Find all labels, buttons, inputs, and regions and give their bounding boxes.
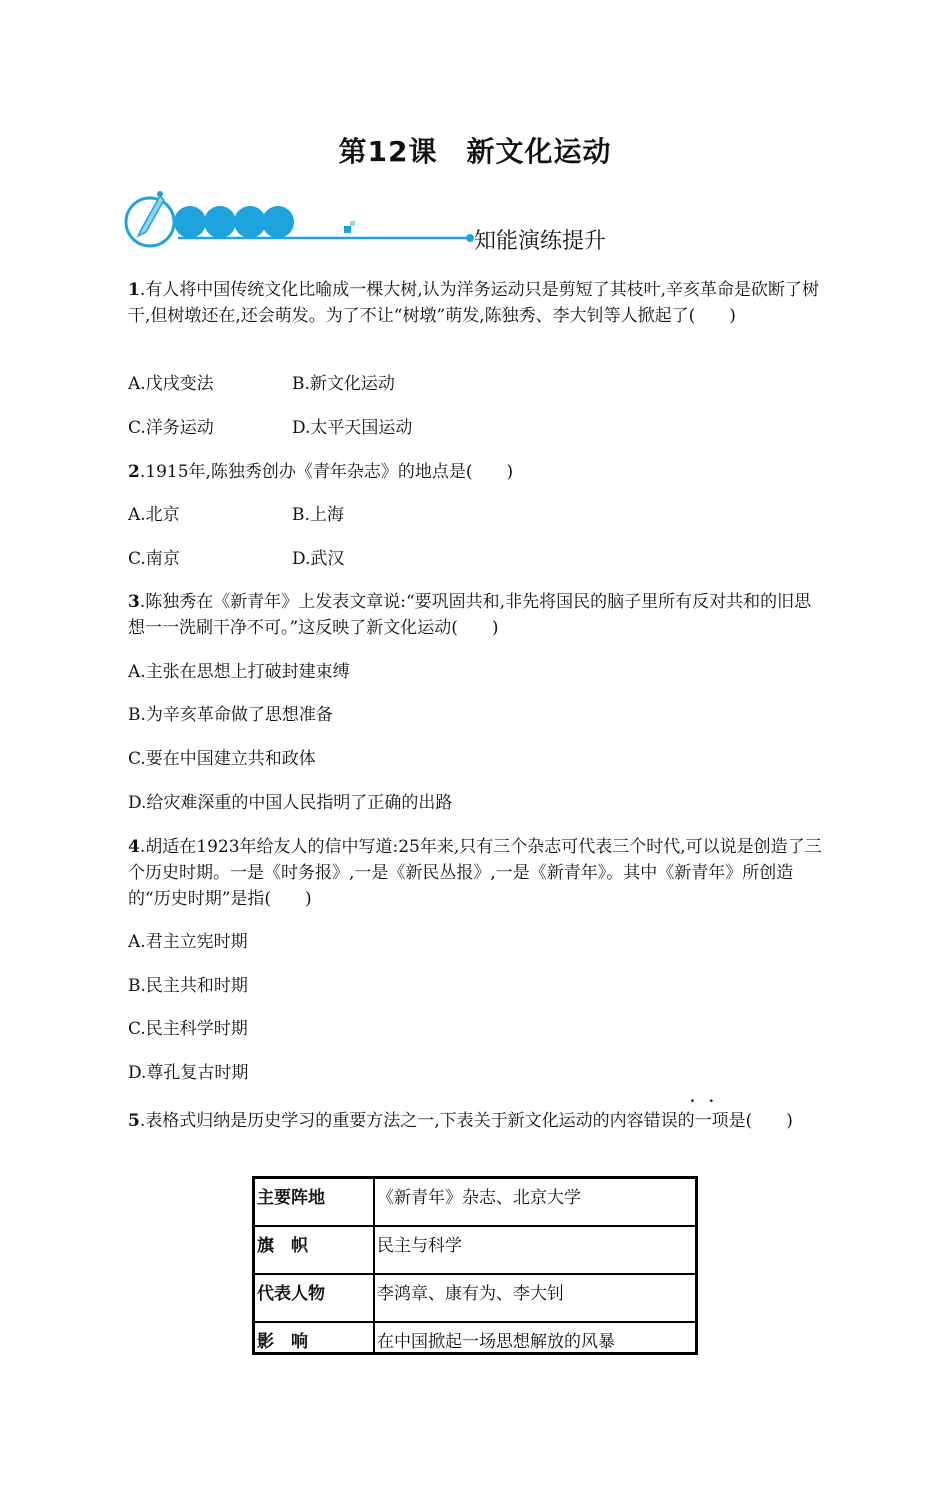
question-text: .1915年,陈独秀创办《青年杂志》的地点是( ): [139, 462, 514, 482]
table-cell: 代表人物: [254, 1274, 375, 1322]
table-cell: 影 响: [254, 1322, 375, 1354]
question-4: [128, 834, 828, 912]
dot-icon: [234, 206, 266, 238]
question-5: [128, 1108, 828, 1134]
option-b[interactable]: B.为辛亥革命做了思想准备: [128, 705, 333, 725]
option-d[interactable]: D.给灾难深重的中国人民指明了正确的出路: [128, 793, 453, 813]
option-c[interactable]: C.南京: [128, 549, 180, 569]
question-number: 4: [128, 837, 140, 857]
option-a[interactable]: A.戊戌变法: [128, 374, 214, 394]
table-cell: 在中国掀起一场思想解放的风暴: [374, 1322, 697, 1354]
option-b[interactable]: B.上海: [292, 505, 344, 525]
question-number: 2: [128, 462, 140, 482]
option-c[interactable]: C.洋务运动: [128, 418, 214, 438]
table-cell: 民主与科学: [374, 1226, 697, 1274]
option-d[interactable]: D.武汉: [292, 549, 345, 569]
question-text: .陈独秀在《新青年》上发表文章说:“要巩固共和,非先将国民的脑子里所有反对共和的旧思想一一洗刷干净不可。”这反映了新文化运动( ): [128, 592, 812, 638]
table-row: [254, 1322, 697, 1354]
option-d[interactable]: D.太平天国运动: [292, 418, 413, 438]
option-d[interactable]: D.尊孔复古时期: [128, 1063, 249, 1083]
table-row: [254, 1226, 697, 1274]
question-number: 1: [128, 280, 140, 300]
table-cell: 李鸿章、康有为、李大钊: [374, 1274, 697, 1322]
question-text: .表格式归纳是历史学习的重要方法之一,下表关于新文化运动的内容错误的一项是( ): [139, 1111, 793, 1131]
option-a[interactable]: A.北京: [128, 505, 180, 525]
question-number: 5: [128, 1111, 140, 1131]
dot-icon: [262, 206, 294, 238]
section-banner: [122, 188, 642, 260]
emphasis-marks: ..: [690, 1090, 728, 1106]
option-c[interactable]: C.要在中国建立共和政体: [128, 749, 316, 769]
option-c[interactable]: C.民主科学时期: [128, 1019, 248, 1039]
summary-table: [252, 1176, 698, 1355]
question-text: .胡适在1923年给友人的信中写道:25年来,只有三个杂志可代表三个时代,可以说是创造了三个历史时期。一是《时务报》,一是《新民丛报》,一是《新青年》。其中《新青年》所创造的“历史时期”是指( ): [128, 837, 822, 909]
table-cell: 主要阵地: [254, 1178, 375, 1227]
question-1: [128, 277, 828, 329]
table-cell: 《新青年》杂志、北京大学: [374, 1178, 697, 1227]
banner-label: 知能演练提升: [474, 229, 607, 254]
option-b[interactable]: B.民主共和时期: [128, 976, 248, 996]
question-2: [128, 459, 828, 485]
question-text: .有人将中国传统文化比喻成一棵大树,认为洋务运动只是剪短了其枝叶,辛亥革命是砍断了树干,但树墩还在,还会萌发。为了不让“树墩”萌发,陈独秀、李大钊等人掀起了( ): [128, 280, 820, 326]
dot-icon: [204, 206, 236, 238]
question-3: [128, 589, 828, 641]
square-icon: [344, 226, 351, 233]
question-number: 3: [128, 592, 140, 612]
page-title: 第12课 新文化运动: [338, 135, 612, 168]
option-a[interactable]: A.主张在思想上打破封建束缚: [128, 662, 350, 682]
option-a[interactable]: A.君主立宪时期: [128, 932, 248, 952]
table-cell: 旗 帜: [254, 1226, 375, 1274]
option-b[interactable]: B.新文化运动: [292, 374, 395, 394]
square-icon: [350, 221, 355, 226]
dot-icon: [174, 206, 206, 238]
table-row: [254, 1274, 697, 1322]
table-row: [254, 1178, 697, 1227]
